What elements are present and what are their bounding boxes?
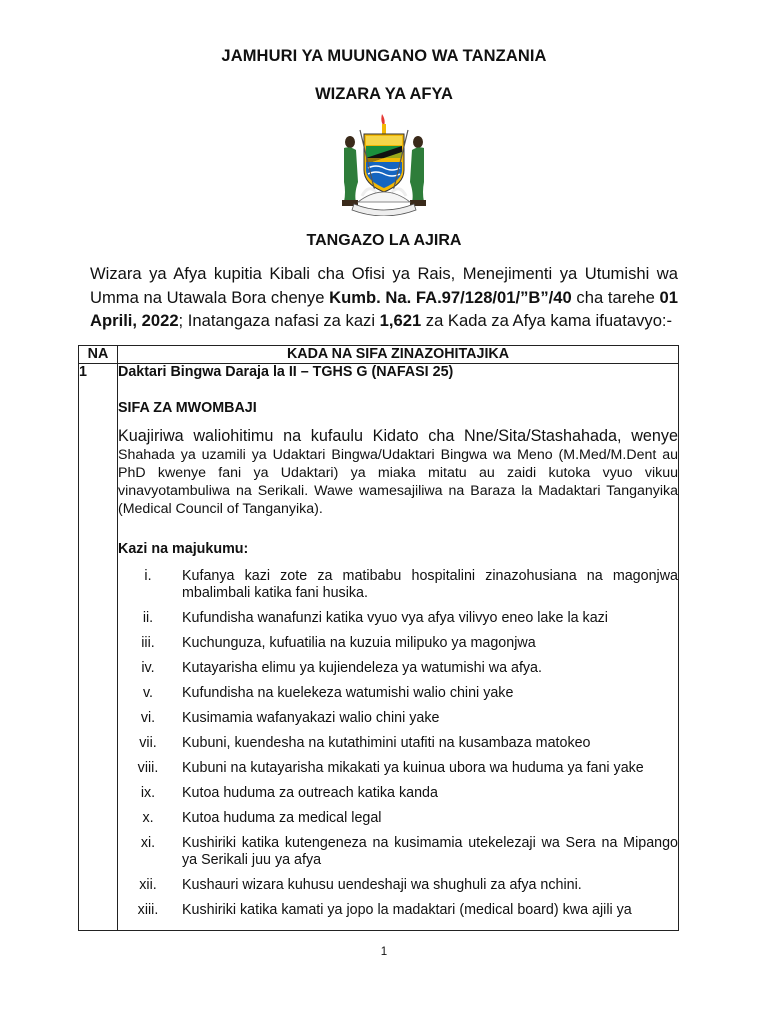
- intro-paragraph: [90, 262, 678, 333]
- reference-number: Kumb. Na. FA.97/128/01/”B”/40: [329, 287, 572, 307]
- list-item-text: Kubuni na kutayarisha mikakati ya kuinua ubora wa huduma ya fani yake: [182, 760, 644, 776]
- list-item-text: Kufundisha na kuelekeza watumishi walio chini yake: [182, 685, 514, 701]
- qualifications-text: [118, 427, 678, 518]
- intro-text-3: ; Inatangaza nafasi za kazi: [178, 311, 380, 330]
- list-item: [118, 660, 678, 677]
- list-item-number: ix.: [140, 785, 156, 801]
- list-item-text: Kuchunguza, kufuatilia na kuzuia milipuko ya magonjwa: [182, 635, 536, 651]
- list-item-number: iv.: [141, 660, 155, 676]
- list-item-text: Kufanya kazi zote za matibabu hospitalini zinazohusiana na magonjwa mbalimbali katika fani husika.: [182, 568, 678, 601]
- list-item: [118, 568, 678, 602]
- list-item-number: v.: [142, 685, 154, 701]
- list-item: [118, 635, 678, 652]
- qualifications-heading: SIFA ZA MWOMBAJI: [118, 400, 257, 416]
- list-item: [118, 902, 678, 919]
- list-item-text: Kubuni, kuendesha na kutathimini utafiti na kusambaza matokeo: [182, 735, 591, 751]
- duties-list: [118, 568, 678, 919]
- list-item-number: vi.: [140, 710, 156, 726]
- notice-title: TANGAZO LA AJIRA: [306, 232, 462, 249]
- ministry-heading: WIZARA YA AFYA: [315, 85, 453, 103]
- row-number: 1: [79, 364, 118, 931]
- table-header-row: [79, 346, 679, 364]
- job-title: Daktari Bingwa Daraja la II – TGHS G (NAFASI 25): [118, 364, 454, 380]
- list-item: [118, 760, 678, 777]
- list-item-text: Kushauri wizara kuhusu uendeshaji wa shughuli za afya nchini.: [182, 877, 582, 893]
- qualifications-lead: Kuajiriwa waliohitimu na kufaulu Kidato cha Nne/Sita/Stashahada, wenye: [118, 427, 678, 445]
- list-item-number: vii.: [139, 735, 157, 751]
- qualifications-rest: Shahada ya uzamili ya Udaktari Bingwa/Udaktari Bingwa wa Meno (M.Med/M.Dent au PhD kwenye fani ya Udaktari) ya miaka mitatu au zaidi kutoka vyuo vikuu vinavyotambuliwa na Serikali. Wawe wamesajiliwa na Baraza la Madaktari Tanganyika (Medical Council of Tanganyika).: [118, 447, 678, 517]
- list-item-number: xii.: [139, 877, 157, 893]
- page-number: 1: [380, 946, 388, 958]
- row-content: [118, 364, 679, 931]
- vacancy-table: [78, 345, 679, 931]
- list-item-number: i.: [144, 568, 152, 584]
- list-item-text: Kushiriki katika kutengeneza na kusimamia utekelezaji wa Sera na Mipango ya Serikali juu ya afya: [182, 835, 678, 868]
- list-item: [118, 710, 678, 727]
- intro-text-2: cha tarehe: [571, 287, 660, 307]
- list-item-number: x.: [142, 810, 154, 826]
- list-item: [118, 810, 678, 827]
- list-item-text: Kushiriki katika kamati ya jopo la madaktari (medical board) kwa ajili ya: [182, 902, 632, 918]
- list-item-number: viii.: [137, 760, 159, 776]
- list-item-text: Kusimamia wafanyakazi walio chini yake: [182, 710, 440, 726]
- country-heading: JAMHURI YA MUUNGANO WA TANZANIA: [221, 47, 547, 65]
- intro-text-4: za Kada za Afya kama ifuatavyo:-: [421, 311, 673, 330]
- table-row: [79, 364, 679, 931]
- list-item-text: Kutayarisha elimu ya kujiendeleza ya watumishi wa afya.: [182, 660, 542, 676]
- coat-of-arms-icon: [336, 112, 432, 216]
- list-item-number: xi.: [140, 835, 156, 851]
- column-header-na: NA: [79, 346, 118, 364]
- list-item: [118, 877, 678, 894]
- duties-heading: Kazi na majukumu:: [118, 541, 249, 557]
- list-item-number: xiii.: [137, 902, 159, 918]
- intro-text-1: Wizara ya Afya kupitia Kibali cha Ofisi ya Rais, Menejimenti ya Utumishi wa Umma na Utawala Bora chenye: [90, 264, 678, 307]
- list-item-number: iii.: [141, 635, 155, 651]
- list-item: [118, 610, 678, 627]
- vacancy-count: 1,621: [379, 311, 422, 330]
- list-item: [118, 835, 678, 869]
- column-header-kada: KADA NA SIFA ZINAZOHITAJIKA: [118, 346, 679, 364]
- list-item: [118, 785, 678, 802]
- permit-date: 01 Aprili, 2022: [90, 287, 679, 330]
- list-item-number: ii.: [142, 610, 154, 626]
- list-item-text: Kutoa huduma za medical legal: [182, 810, 382, 826]
- list-item: [118, 685, 678, 702]
- list-item-text: Kufundisha wanafunzi katika vyuo vya afya vilivyo eneo lake la kazi: [182, 610, 608, 626]
- list-item-text: Kutoa huduma za outreach katika kanda: [182, 785, 438, 801]
- list-item: [118, 735, 678, 752]
